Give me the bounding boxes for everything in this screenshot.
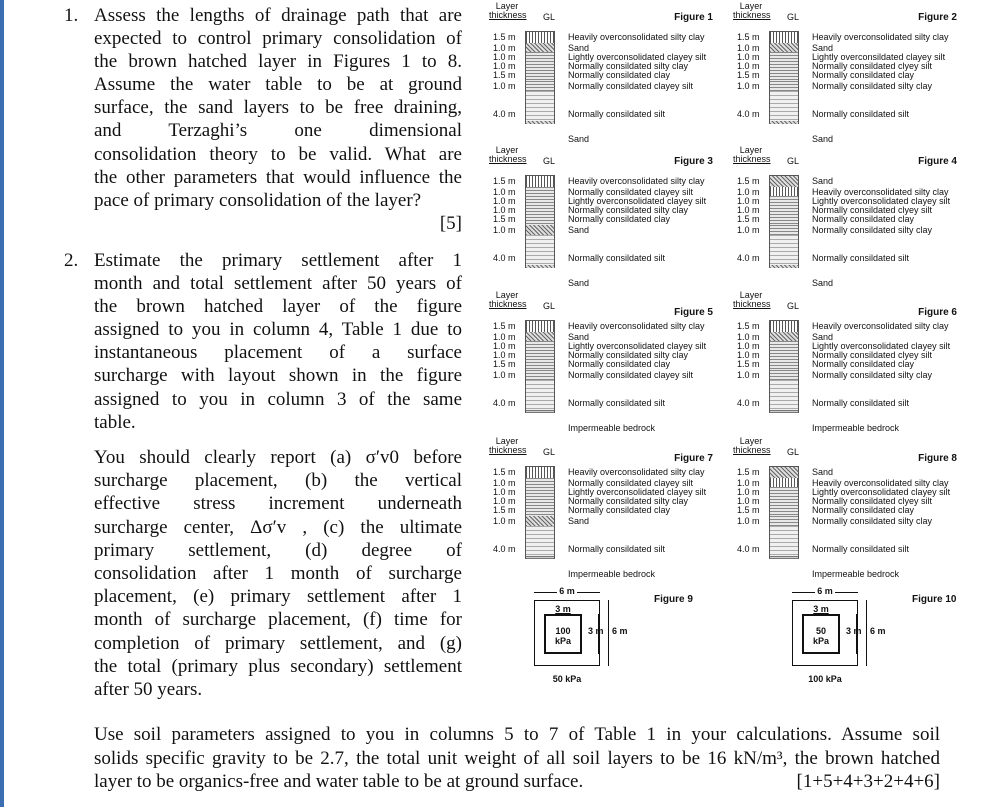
layer-thickness: 1.0 m bbox=[737, 516, 760, 526]
q1-line: the brown hatched layer in Figures 1 to 8. bbox=[94, 51, 462, 73]
soil-layer-band bbox=[769, 187, 799, 196]
q1-line: Assume the water table to be at ground bbox=[94, 74, 462, 96]
inner-height-label: 3 m bbox=[846, 626, 862, 636]
instructions-line: Use soil parameters assigned to you in columns 5 to 7 of Table 1 in your calculations. Assume soil bbox=[94, 724, 940, 745]
soil-layer-band bbox=[525, 43, 555, 52]
base-layer-label: Impermeable bedrock bbox=[568, 569, 656, 579]
figure-title: Figure 8 bbox=[918, 453, 957, 464]
layer-thickness: 1.0 m bbox=[493, 487, 516, 497]
layer-description: Heavily overconsolidated silty clay bbox=[812, 321, 949, 331]
layer-thickness: 1.0 m bbox=[493, 61, 516, 71]
layer-description: Normally consildated silty clay bbox=[812, 516, 933, 526]
layer-description: Lightly overconsolidated clayey silt bbox=[568, 196, 707, 206]
soil-layer-band bbox=[525, 225, 555, 235]
layer-description: Heavily overconsolidated silty clay bbox=[568, 467, 705, 477]
figure-title: Figure 9 bbox=[654, 594, 693, 605]
layer-description: Normally consildated silty clay bbox=[568, 496, 689, 506]
soil-layer-band bbox=[769, 91, 799, 121]
q2-report-line: primary settlement, (d) degree of bbox=[94, 539, 462, 561]
soil-layer-band bbox=[525, 196, 555, 205]
layer-description: Normally consildated silt bbox=[812, 253, 910, 263]
q2-report-line: You should clearly report (a) σ′v0 before bbox=[94, 447, 462, 468]
instructions-line: layer to be organics-free and water table to be at ground surface. bbox=[94, 771, 584, 792]
layer-description: Normally consildated silt bbox=[568, 398, 666, 408]
figure-title: Figure 4 bbox=[918, 156, 957, 167]
layer-description: Normally consildated silty clay bbox=[568, 350, 689, 360]
layer-description: Normally consildated clay bbox=[812, 70, 915, 80]
layer-description: Normally consildated clyey silt bbox=[812, 61, 933, 71]
base-layer-band bbox=[525, 121, 555, 124]
layer-thickness: 1.0 m bbox=[493, 516, 516, 526]
base-layer-label: Impermeable bedrock bbox=[568, 423, 656, 433]
soil-layer-band bbox=[769, 496, 799, 505]
header-line: thickness bbox=[489, 10, 527, 20]
layer-thickness: 1.0 m bbox=[493, 52, 516, 62]
q2-report-line: after 50 years. bbox=[94, 679, 203, 701]
layer-description: Sand bbox=[812, 176, 834, 186]
soil-layer-band bbox=[769, 32, 799, 43]
base-layer-band bbox=[525, 410, 555, 413]
layer-thickness: 1.5 m bbox=[737, 176, 760, 186]
soil-profile-figure bbox=[489, 2, 719, 142]
inner-load-value: 100 bbox=[555, 626, 571, 636]
layer-thickness: 1.0 m bbox=[737, 350, 760, 360]
layer-thickness: 4.0 m bbox=[737, 544, 760, 554]
layer-description: Sand bbox=[568, 516, 590, 526]
layer-description: Normally consildated silt bbox=[812, 544, 910, 554]
layer-thickness: 1.0 m bbox=[493, 225, 516, 235]
outer-height-label: 6 m bbox=[870, 626, 886, 636]
soil-layer-band bbox=[769, 205, 799, 214]
soil-layer-band bbox=[769, 196, 799, 205]
layer-description: Sand bbox=[568, 43, 590, 53]
layer-thickness: 1.0 m bbox=[737, 225, 760, 235]
outer-width-dimension bbox=[792, 586, 858, 596]
layer-thickness: 4.0 m bbox=[737, 253, 760, 263]
inner-load-value: 50 bbox=[815, 626, 826, 636]
figure-title: Figure 1 bbox=[674, 12, 713, 23]
soil-profile-figure bbox=[733, 2, 963, 142]
layer-thickness-header bbox=[733, 291, 769, 309]
soil-layer-band bbox=[525, 91, 555, 121]
soil-layer-band bbox=[525, 350, 555, 359]
layer-description: Lightly overconsolidated clayey silt bbox=[812, 196, 951, 206]
layer-thickness: 1.0 m bbox=[737, 496, 760, 506]
soil-layer-band bbox=[769, 505, 799, 516]
q2-line: table. bbox=[94, 411, 136, 433]
base-layer-label: Sand bbox=[568, 278, 590, 288]
instructions-line: solids specific gravity to be 2.7, the total unit weight of all soil layers to be 16 kN/m³, the brown hatched bbox=[94, 747, 940, 769]
inner-height-label: 3 m bbox=[588, 626, 604, 636]
layer-description: Normally consildated silty clay bbox=[568, 61, 689, 71]
layer-thickness: 4.0 m bbox=[737, 109, 760, 119]
header-line: thickness bbox=[489, 299, 527, 309]
soil-profile-figure bbox=[489, 146, 719, 286]
base-layer-label: Sand bbox=[812, 278, 834, 288]
layer-thickness: 1.5 m bbox=[493, 32, 516, 42]
soil-layer-band bbox=[769, 516, 799, 526]
layer-description: Normally consildated clyey silt bbox=[812, 205, 933, 215]
q1-line: the other parameters that would influence the bbox=[94, 166, 462, 188]
layer-thickness: 1.0 m bbox=[737, 187, 760, 197]
layer-thickness: 1.0 m bbox=[493, 187, 516, 197]
q1-line: consolidation theory to be valid. What are bbox=[94, 143, 462, 165]
layer-thickness: 1.5 m bbox=[737, 467, 760, 477]
layer-thickness: 1.0 m bbox=[493, 205, 516, 215]
layer-thickness: 1.5 m bbox=[493, 359, 516, 369]
soil-layer-band bbox=[769, 478, 799, 487]
figure-title: Figure 2 bbox=[918, 12, 957, 23]
soil-layer-band bbox=[769, 526, 799, 556]
soil-layer-band bbox=[769, 341, 799, 350]
layer-thickness: 1.0 m bbox=[493, 496, 516, 506]
outer-load-label: 100 kPa bbox=[808, 674, 842, 684]
q1-line: expected to control primary consolidation of bbox=[94, 28, 462, 50]
layer-thickness: 1.0 m bbox=[737, 52, 760, 62]
soil-layer-band bbox=[525, 61, 555, 70]
layer-description: Heavily overconsolidated silty clay bbox=[812, 32, 949, 42]
layer-description: Normally consildated silty clay bbox=[812, 81, 933, 91]
layer-description: Sand bbox=[812, 332, 834, 342]
inner-load-unit: kPa bbox=[812, 636, 829, 646]
total-marks: [1+5+4+3+2+4+6] bbox=[796, 771, 940, 792]
layer-description: Heavily overconsolidated silty clay bbox=[812, 187, 949, 197]
layer-description: Normally consildated clayey silt bbox=[568, 370, 694, 380]
soil-layer-band bbox=[769, 176, 799, 187]
layer-thickness-header bbox=[733, 146, 769, 164]
base-layer-label: Impermeable bedrock bbox=[812, 569, 900, 579]
layer-description: Normally consildated silt bbox=[568, 253, 666, 263]
soil-layer-band bbox=[525, 321, 555, 332]
header-line: thickness bbox=[733, 154, 771, 164]
q1-marks: [5] bbox=[439, 212, 462, 234]
layer-thickness: 1.0 m bbox=[737, 478, 760, 488]
outer-height-label: 6 m bbox=[612, 626, 628, 636]
soil-layer-band bbox=[525, 81, 555, 91]
q2-report-line: completion of primary settlement, and (g) bbox=[94, 632, 462, 654]
header-line: Layer bbox=[739, 1, 763, 11]
outer-width-label: 6 m bbox=[817, 586, 833, 596]
base-layer-band bbox=[769, 121, 799, 124]
q2-report-paragraph bbox=[94, 446, 462, 701]
soil-profile-figure bbox=[489, 437, 719, 577]
soil-layer-band bbox=[525, 478, 555, 487]
layer-description: Normally consildated clay bbox=[568, 505, 671, 515]
soil-layer-band bbox=[525, 176, 555, 187]
outer-width-label: 6 m bbox=[559, 586, 575, 596]
ground-level-label: GL bbox=[543, 12, 556, 22]
layer-description: Lightly overconsolidated clayey silt bbox=[568, 52, 707, 62]
inner-load-area bbox=[802, 614, 840, 654]
layer-description: Sand bbox=[812, 43, 834, 53]
layer-thickness: 1.0 m bbox=[493, 341, 516, 351]
q2-report-line: consolidation after 1 month of surcharge bbox=[94, 563, 462, 585]
layer-description: Normally consildated clay bbox=[812, 214, 915, 224]
layer-thickness: 1.0 m bbox=[737, 487, 760, 497]
layer-thickness-header bbox=[489, 146, 525, 164]
soil-layer-band bbox=[525, 187, 555, 196]
layer-description: Lightly overconsolidated clayey silt bbox=[812, 341, 951, 351]
layer-description: Normally consildated clay bbox=[568, 70, 671, 80]
inner-load-area bbox=[544, 614, 582, 654]
layer-description: Lightly overconsolidated clayey silt bbox=[812, 487, 951, 497]
layer-thickness: 1.0 m bbox=[737, 341, 760, 351]
soil-layer-band bbox=[525, 214, 555, 225]
layer-thickness-header bbox=[733, 437, 769, 455]
soil-layer-band bbox=[769, 43, 799, 52]
q2-line: the brown hatched layer of the figure bbox=[94, 296, 462, 318]
q2-report-line: placement, (e) primary settlement after 1 bbox=[94, 586, 462, 608]
layer-thickness: 1.0 m bbox=[493, 370, 516, 380]
soil-layer-band bbox=[525, 70, 555, 81]
header-line: Layer bbox=[495, 290, 519, 300]
q2-line: instantaneous placement of a surface bbox=[94, 342, 462, 364]
soil-layer-band bbox=[525, 496, 555, 505]
soil-layer-band bbox=[769, 225, 799, 235]
layer-thickness: 1.5 m bbox=[737, 32, 760, 42]
layer-thickness: 1.5 m bbox=[493, 214, 516, 224]
soil-layer-band bbox=[769, 467, 799, 478]
question-number: 1. bbox=[64, 5, 79, 26]
layer-thickness: 1.5 m bbox=[737, 321, 760, 331]
layer-thickness: 4.0 m bbox=[493, 253, 516, 263]
surcharge-layout-figure bbox=[522, 586, 732, 696]
soil-profile-figure bbox=[733, 146, 963, 286]
soil-layer-band bbox=[525, 235, 555, 265]
ground-level-label: GL bbox=[543, 447, 556, 457]
layer-thickness: 1.0 m bbox=[493, 81, 516, 91]
header-line: Layer bbox=[739, 436, 763, 446]
q2-report-line: month of surcharge placement, (f) time for bbox=[94, 609, 462, 631]
inner-load-unit: kPa bbox=[554, 636, 571, 646]
q2-line: month and total settlement after 50 years of bbox=[94, 273, 462, 295]
base-layer-band bbox=[525, 556, 555, 559]
layer-description: Normally consildated silt bbox=[812, 109, 910, 119]
layer-thickness: 4.0 m bbox=[493, 544, 516, 554]
layer-thickness: 1.0 m bbox=[493, 332, 516, 342]
layer-thickness: 1.0 m bbox=[493, 196, 516, 206]
outer-width-dimension bbox=[534, 586, 600, 596]
layer-thickness: 1.5 m bbox=[493, 467, 516, 477]
layer-thickness: 1.0 m bbox=[737, 81, 760, 91]
base-layer-band bbox=[769, 556, 799, 559]
soil-profile-figure bbox=[733, 291, 963, 431]
soil-profile-figure bbox=[489, 291, 719, 431]
layer-description: Lightly overconsildated clayey silt bbox=[812, 52, 946, 62]
q2-report-line: surcharge center, Δσ′v , (c) the ultimate bbox=[94, 516, 462, 538]
base-layer-band bbox=[769, 265, 799, 268]
layer-thickness: 1.5 m bbox=[493, 321, 516, 331]
q2-report-line: the total (primary plus secondary) settlement bbox=[94, 655, 462, 677]
soil-layer-band bbox=[769, 332, 799, 341]
layer-description: Normally consildated clay bbox=[568, 214, 671, 224]
q2-line: Estimate the primary settlement after 1 bbox=[94, 250, 462, 271]
layer-description: Normally consildated clay bbox=[812, 359, 915, 369]
soil-layer-band bbox=[525, 380, 555, 410]
layer-description: Sand bbox=[568, 332, 590, 342]
soil-layer-band bbox=[769, 70, 799, 81]
instructions-paragraph bbox=[94, 723, 940, 794]
soil-layer-band bbox=[769, 235, 799, 265]
layer-description: Normally consildated silt bbox=[568, 544, 666, 554]
layer-thickness: 1.5 m bbox=[737, 505, 760, 515]
layer-thickness: 1.5 m bbox=[493, 70, 516, 80]
layer-description: Heavily overconsolidated silty clay bbox=[812, 478, 949, 488]
layer-description: Normally consildated silt bbox=[812, 398, 910, 408]
layer-thickness-header bbox=[489, 437, 525, 455]
layer-description: Normally consildated clayey silt bbox=[568, 187, 694, 197]
q1-line: Assess the lengths of drainage path that are bbox=[94, 5, 462, 26]
soil-layer-band bbox=[525, 370, 555, 380]
ground-level-label: GL bbox=[543, 156, 556, 166]
layer-thickness: 4.0 m bbox=[737, 398, 760, 408]
soil-layer-band bbox=[769, 350, 799, 359]
soil-layer-band bbox=[769, 380, 799, 410]
outer-load-label: 50 kPa bbox=[552, 674, 582, 684]
layer-description: Sand bbox=[568, 225, 590, 235]
header-line: Layer bbox=[739, 290, 763, 300]
layer-thickness: 1.0 m bbox=[737, 370, 760, 380]
layer-description: Normally consildated clayey silt bbox=[568, 81, 694, 91]
question-1 bbox=[64, 4, 462, 235]
layer-thickness: 1.0 m bbox=[737, 43, 760, 53]
layer-thickness: 1.5 m bbox=[493, 505, 516, 515]
header-line: thickness bbox=[733, 10, 771, 20]
soil-layer-band bbox=[525, 526, 555, 556]
base-layer-label: Sand bbox=[812, 134, 834, 144]
soil-layer-band bbox=[525, 332, 555, 341]
ground-level-label: GL bbox=[787, 447, 800, 457]
layer-description: Normally consildated silty clay bbox=[812, 370, 933, 380]
layer-description: Sand bbox=[812, 467, 834, 477]
layer-description: Normally consildated silt bbox=[568, 109, 666, 119]
layer-thickness: 1.0 m bbox=[737, 205, 760, 215]
layer-thickness: 1.0 m bbox=[493, 350, 516, 360]
soil-layer-band bbox=[769, 321, 799, 332]
layer-description: Normally consildated clayey silt bbox=[568, 478, 694, 488]
margin-bar bbox=[0, 0, 4, 807]
layer-thickness: 1.0 m bbox=[737, 332, 760, 342]
ground-level-label: GL bbox=[787, 12, 800, 22]
ground-level-label: GL bbox=[787, 156, 800, 166]
header-line: thickness bbox=[733, 445, 771, 455]
layer-thickness-header bbox=[489, 2, 525, 20]
figure-title: Figure 10 bbox=[912, 594, 957, 605]
question-2 bbox=[64, 249, 462, 434]
surcharge-layout-figure bbox=[780, 586, 990, 696]
soil-layer-band bbox=[769, 487, 799, 496]
q1-line: pace of primary consolidation of the layer? bbox=[94, 189, 422, 211]
outer-height-line bbox=[608, 600, 609, 666]
q1-line: surface, the sand layers to be free draining, bbox=[94, 97, 462, 119]
q2-report-line: surcharge placement, (b) the vertical bbox=[94, 470, 462, 492]
inner-width-label: 3 m bbox=[813, 604, 829, 614]
q1-line: and Terzaghi’s one dimensional bbox=[94, 120, 462, 142]
layer-thickness-header bbox=[733, 2, 769, 20]
q2-line: assigned to you in column 3 of the same bbox=[94, 388, 462, 410]
soil-layer-band bbox=[525, 341, 555, 350]
base-layer-band bbox=[769, 410, 799, 413]
base-layer-label: Sand bbox=[568, 134, 590, 144]
header-line: thickness bbox=[733, 299, 771, 309]
layer-description: Normally consildated clay bbox=[812, 505, 915, 515]
layer-thickness: 1.0 m bbox=[737, 61, 760, 71]
layer-thickness: 4.0 m bbox=[493, 398, 516, 408]
layer-description: Normally consildated clyey silt bbox=[812, 350, 933, 360]
soil-layer-band bbox=[769, 52, 799, 61]
layer-thickness: 1.0 m bbox=[493, 478, 516, 488]
soil-layer-band bbox=[525, 487, 555, 496]
soil-layer-band bbox=[769, 359, 799, 370]
base-layer-band bbox=[525, 265, 555, 268]
soil-layer-band bbox=[769, 370, 799, 380]
layer-thickness: 1.0 m bbox=[737, 196, 760, 206]
inner-width-label: 3 m bbox=[555, 604, 571, 614]
figure-title: Figure 7 bbox=[674, 453, 713, 464]
layer-description: Lightly overconsolidated clayey silt bbox=[568, 487, 707, 497]
layer-thickness: 1.5 m bbox=[737, 359, 760, 369]
layer-description: Normally consildated silty clay bbox=[812, 225, 933, 235]
ground-level-label: GL bbox=[543, 301, 556, 311]
layer-thickness: 1.5 m bbox=[737, 70, 760, 80]
layer-thickness: 1.5 m bbox=[493, 176, 516, 186]
soil-layer-band bbox=[525, 505, 555, 516]
header-line: thickness bbox=[489, 154, 527, 164]
soil-layer-band bbox=[769, 214, 799, 225]
layer-description: Heavily overconsolidated silty clay bbox=[568, 321, 705, 331]
layer-description: Normally consildated silty clay bbox=[568, 205, 689, 215]
soil-layer-band bbox=[525, 32, 555, 43]
layer-description: Normally consildated clay bbox=[568, 359, 671, 369]
layer-description: Heavily overconsolidated silty clay bbox=[568, 176, 705, 186]
outer-height-line bbox=[866, 600, 867, 666]
ground-level-label: GL bbox=[787, 301, 800, 311]
soil-layer-band bbox=[769, 61, 799, 70]
soil-layer-band bbox=[525, 52, 555, 61]
header-line: Layer bbox=[739, 145, 763, 155]
layer-description: Lightly overconsolidated clayey silt bbox=[568, 341, 707, 351]
soil-layer-band bbox=[525, 467, 555, 478]
figure-title: Figure 3 bbox=[674, 156, 713, 167]
header-line: Layer bbox=[495, 145, 519, 155]
layer-thickness: 1.5 m bbox=[737, 214, 760, 224]
soil-layer-band bbox=[525, 205, 555, 214]
base-layer-label: Impermeable bedrock bbox=[812, 423, 900, 433]
header-line: thickness bbox=[489, 445, 527, 455]
layer-thickness: 1.0 m bbox=[493, 43, 516, 53]
figure-title: Figure 6 bbox=[918, 307, 957, 318]
soil-layer-band bbox=[525, 359, 555, 370]
layer-description: Heavily overconsolidated silty clay bbox=[568, 32, 705, 42]
q2-line: assigned to you in column 4, Table 1 due to bbox=[94, 319, 462, 341]
soil-layer-band bbox=[525, 516, 555, 526]
header-line: Layer bbox=[495, 1, 519, 11]
layer-thickness: 4.0 m bbox=[493, 109, 516, 119]
layer-thickness-header bbox=[489, 291, 525, 309]
soil-profile-figure bbox=[733, 437, 963, 577]
layer-description: Normally consildated clyey silt bbox=[812, 496, 933, 506]
q2-report-line: effective stress increment underneath bbox=[94, 493, 462, 515]
figure-title: Figure 5 bbox=[674, 307, 713, 318]
header-line: Layer bbox=[495, 436, 519, 446]
question-number: 2. bbox=[64, 250, 79, 271]
soil-layer-band bbox=[769, 81, 799, 91]
q2-line: surcharge with layout shown in the figure bbox=[94, 365, 462, 387]
